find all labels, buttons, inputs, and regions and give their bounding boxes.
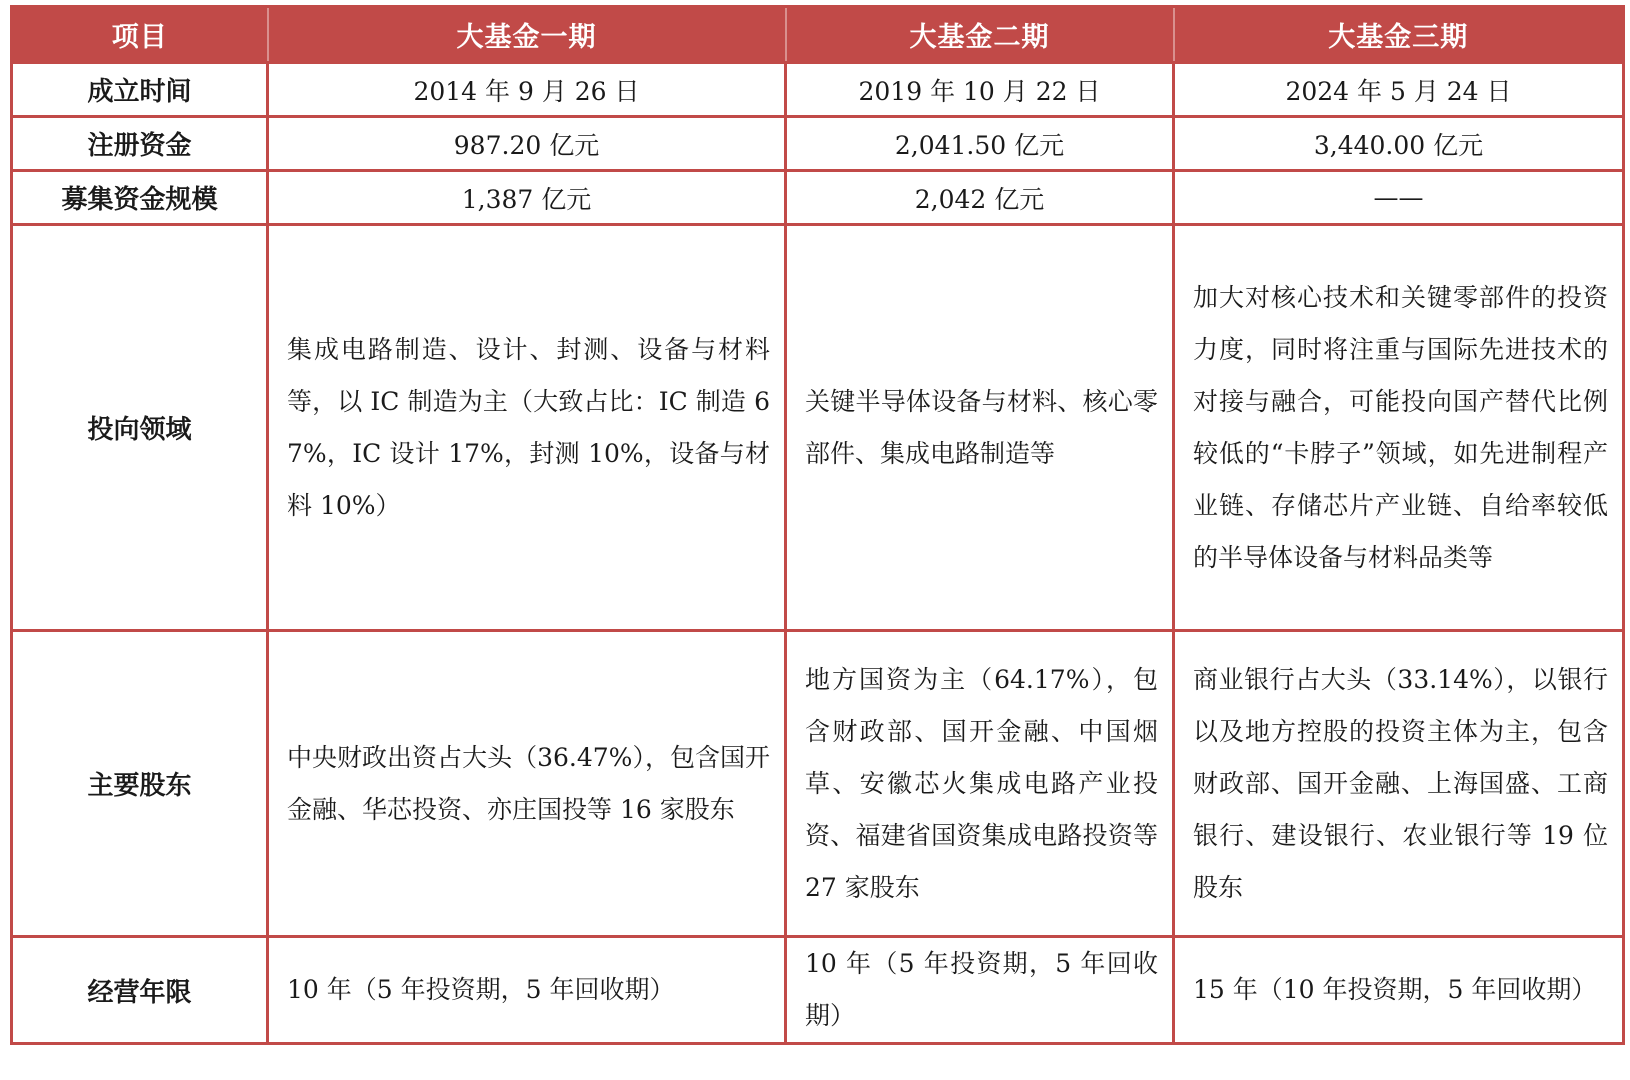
cell-registered-capital-phase3: 3,440.00 亿元 [1174,117,1624,171]
cell-investment-areas-phase3: 加大对核心技术和关键零部件的投资力度，同时将注重与国际先进技术的对接与融合，可能投向国产替代比例较低的“卡脖子”领域，如先进制程产业链、存储芯片产业链、自给率较低的半导体设备与材料品类等 [1174,225,1624,631]
row-label-registered-capital: 注册资金 [12,117,268,171]
header-phase3: 大基金三期 [1174,7,1624,63]
row-investment-areas [12,225,1624,631]
cell-operating-term-phase3: 15 年（10 年投资期，5 年回收期） [1174,937,1624,1044]
cell-operating-term-phase1: 10 年（5 年投资期，5 年回收期） [268,937,786,1044]
header-phase2: 大基金二期 [786,7,1174,63]
cell-major-shareholders-phase3: 商业银行占大头（33.14%），以银行以及地方控股的投资主体为主，包含财政部、国开金融、上海国盛、工商银行、建设银行、农业银行等 19 位股东 [1174,631,1624,937]
row-established [12,63,1624,117]
row-operating-term [12,937,1624,1044]
row-label-major-shareholders: 主要股东 [12,631,268,937]
cell-operating-term-phase2: 10 年（5 年投资期，5 年回收期） [786,937,1174,1044]
cell-raised-scale-phase2: 2,042 亿元 [786,171,1174,225]
row-raised-scale [12,171,1624,225]
cell-major-shareholders-phase2: 地方国资为主（64.17%），包含财政部、国开金融、中国烟草、安徽芯火集成电路产业投资、福建省国资集成电路投资等 27 家股东 [786,631,1174,937]
cell-investment-areas-phase1: 集成电路制造、设计、封测、设备与材料等，以 IC 制造为主（大致占比：IC 制造 67%，IC 设计 17%，封测 10%，设备与材料 10%） [268,225,786,631]
cell-established-phase1: 2014 年 9 月 26 日 [268,63,786,117]
cell-registered-capital-phase2: 2,041.50 亿元 [786,117,1174,171]
row-label-raised-scale: 募集资金规模 [12,171,268,225]
header-row [12,7,1624,63]
header-phase1: 大基金一期 [268,7,786,63]
cell-registered-capital-phase1: 987.20 亿元 [268,117,786,171]
row-major-shareholders [12,631,1624,937]
row-label-established: 成立时间 [12,63,268,117]
cell-major-shareholders-phase1: 中央财政出资占大头（36.47%），包含国开金融、华芯投资、亦庄国投等 16 家股东 [268,631,786,937]
fund-comparison-sheet [10,5,1622,1045]
fund-comparison-table [10,5,1625,1045]
cell-established-phase2: 2019 年 10 月 22 日 [786,63,1174,117]
cell-raised-scale-phase3: —— [1174,171,1624,225]
cell-established-phase3: 2024 年 5 月 24 日 [1174,63,1624,117]
row-label-investment-areas: 投向领域 [12,225,268,631]
row-label-operating-term: 经营年限 [12,937,268,1044]
header-item: 项目 [12,7,268,63]
cell-investment-areas-phase2: 关键半导体设备与材料、核心零部件、集成电路制造等 [786,225,1174,631]
cell-raised-scale-phase1: 1,387 亿元 [268,171,786,225]
row-registered-capital [12,117,1624,171]
